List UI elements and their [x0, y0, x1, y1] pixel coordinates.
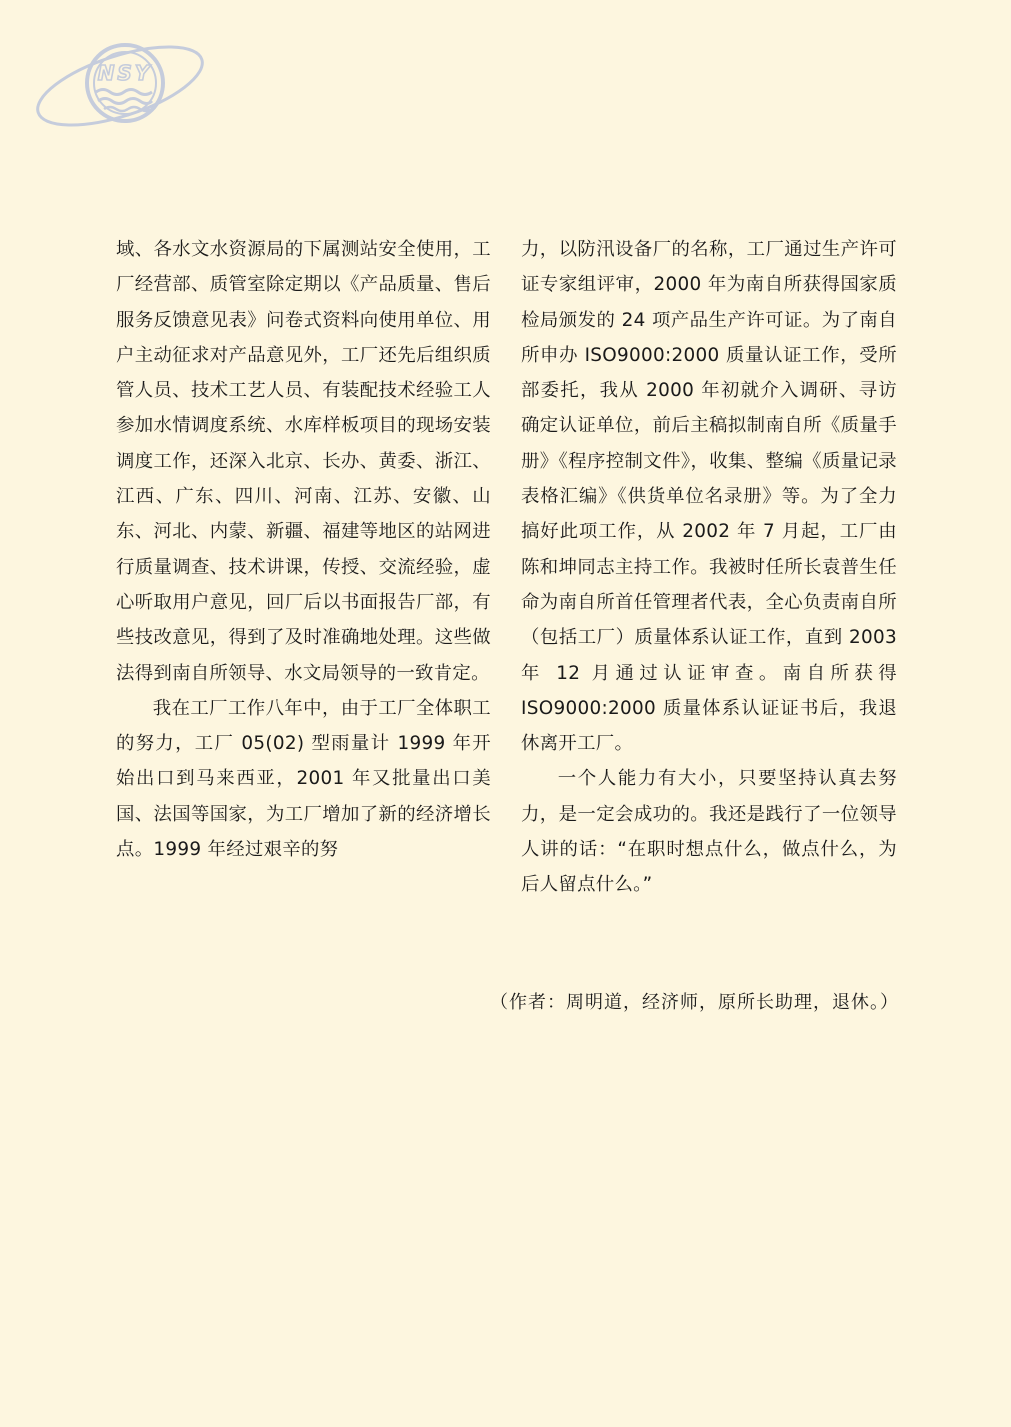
left-paragraph-2: 我在工厂工作八年中，由于工厂全体职工的努力，工厂 05(02) 型雨量计 1999 年开始出口到马来西亚，2001 年又批量出口美国、法国等国家，为工厂增加了新的经济增长点。1999 年经过艰辛的努 — [116, 697, 491, 861]
author-byline: （作者：周明道，经济师，原所长助理，退休。） — [490, 992, 899, 1013]
right-column — [521, 232, 897, 903]
right-paragraph-2: 一个人能力有大小，只要坚持认真去努力，是一定会成功的。我还是践行了一位领导人讲的话：“在职时想点什么，做点什么，为后人留点什么。” — [521, 768, 897, 896]
left-column — [116, 232, 491, 867]
svg-text:NSY: NSY — [97, 61, 153, 85]
nsy-logo — [30, 28, 210, 128]
right-paragraph-1: 力，以防汛设备厂的名称，工厂通过生产许可证专家组评审，2000 年为南自所获得国家质检局颁发的 24 项产品生产许可证。为了南自所申办 ISO9000:2000 质量认证工作，受所部委托，我从 2000 年初就介入调研、寻访确定认证单位，前后主稿拟制南自所《质量手册》《程序控制文件》，收集、整编《质量记录表格汇编》《供货单位名录册》等。为了全力搞好此项工作，从 2002 年 7 月起，工厂由陈和坤同志主持工作。我被时任所长袁普生任命为南自所首任管理者代表，全心负责南自所（包括工厂）质量体系认证工作，直到 2003 年 12 月通过认证审查。南自所获得 ISO9000:2000 质量体系认证证书后，我退休离开工厂。 — [521, 239, 897, 755]
left-paragraph-1: 域、各水文水资源局的下属测站安全使用，工厂经营部、质管室除定期以《产品质量、售后服务反馈意见表》问卷式资料向使用单位、用户主动征求对产品意见外，工厂还先后组织质管人员、技术工艺人员、有装配技术经验工人参加水情调度系统、水库样板项目的现场安装调度工作，还深入北京、长办、黄委、浙江、江西、广东、四川、河南、江苏、安徽、山东、河北、内蒙、新疆、福建等地区的站网进行质量调查、技术讲课，传授、交流经验，虚心听取用户意见，回厂后以书面报告厂部，有些技改意见，得到了及时准确地处理。这些做法得到南自所领导、水文局领导的一致肯定。 — [116, 239, 491, 684]
